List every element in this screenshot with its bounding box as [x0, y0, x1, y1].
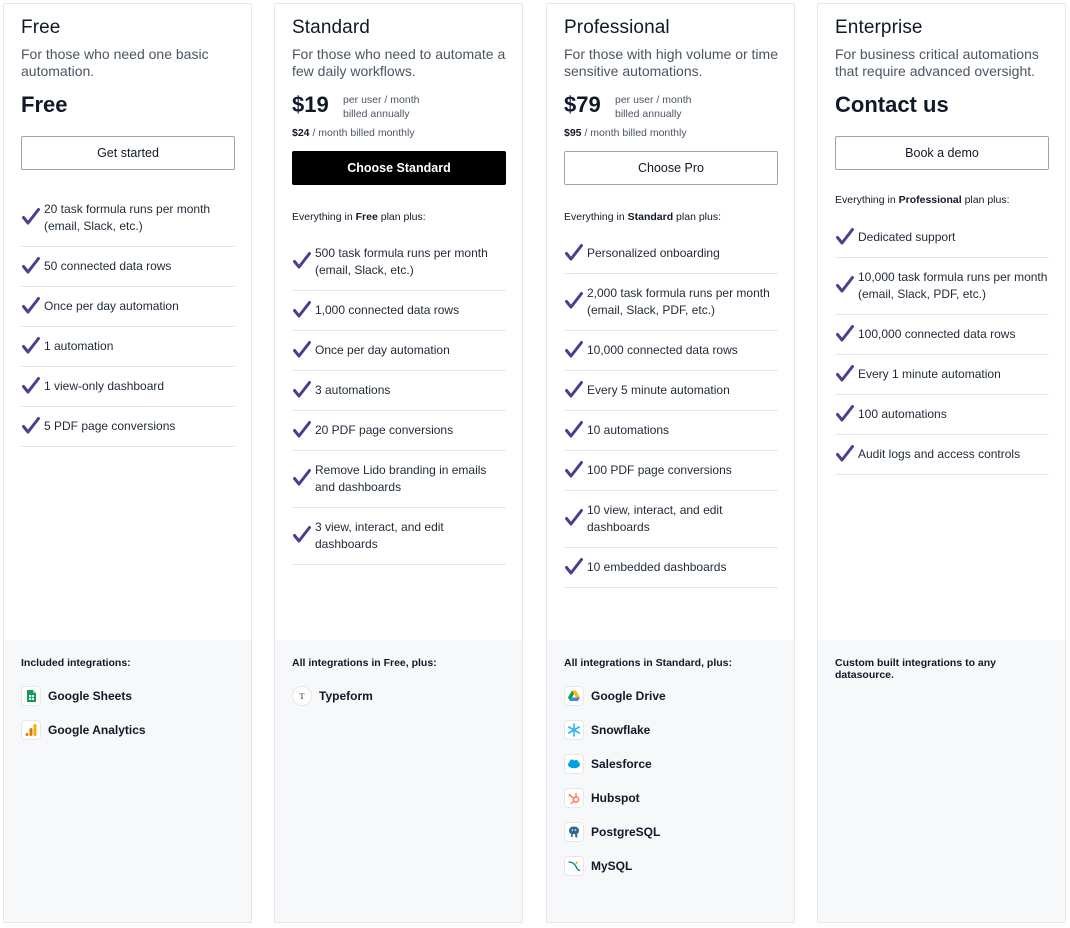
hubspot-icon: [564, 788, 584, 808]
feature-item: [835, 218, 1049, 258]
integrations-title: All integrations in Standard, plus:: [564, 657, 733, 669]
integration-label: Hubspot: [591, 791, 640, 805]
price-note-line: billed annually: [343, 108, 410, 120]
checkmark-icon: [835, 324, 857, 346]
feature-list: [835, 218, 1049, 475]
checkmark-icon: [21, 416, 43, 438]
feature-item: [21, 407, 235, 447]
price-note: [343, 93, 419, 121]
plan-card-enterprise: [817, 3, 1066, 923]
everything-plan: Free: [355, 211, 378, 223]
everything-in-label: [564, 211, 721, 223]
feature-label: Dedicated support: [858, 230, 956, 244]
integration-postgresql: [564, 815, 778, 849]
everything-suffix: plan plus:: [377, 211, 426, 223]
feature-item: [835, 258, 1049, 315]
feature-label: 2,000 task formula runs per month (email, Slack, PDF, etc.): [587, 286, 770, 317]
checkmark-icon: [292, 300, 314, 322]
plan-description: For those who need to automate a few daily workflows.: [292, 46, 506, 79]
feature-label: 3 automations: [315, 383, 391, 397]
feature-label: 5 PDF page conversions: [44, 419, 176, 433]
everything-plan: Standard: [627, 211, 674, 223]
feature-item: [564, 451, 778, 491]
plan-price: Free: [21, 92, 68, 117]
feature-item: [292, 451, 506, 508]
feature-label: 100 automations: [858, 407, 947, 421]
integrations-title: All integrations in Free, plus:: [292, 657, 437, 669]
choose-standard-button[interactable]: Choose Standard: [292, 151, 506, 185]
feature-item: [21, 287, 235, 327]
integration-label: Google Analytics: [48, 723, 146, 737]
price-note-line: per user / month: [343, 94, 420, 106]
checkmark-icon: [835, 275, 857, 297]
everything-in-label: [292, 211, 426, 223]
feature-item: [292, 331, 506, 371]
checkmark-icon: [564, 557, 586, 579]
feature-item: [292, 291, 506, 331]
checkmark-icon: [21, 296, 43, 318]
integration-label: PostgreSQL: [591, 825, 661, 839]
postgresql-icon: [564, 822, 584, 842]
feature-label: Personalized onboarding: [587, 246, 720, 260]
checkmark-icon: [21, 336, 43, 358]
everything-suffix: plan plus:: [961, 194, 1010, 206]
checkmark-icon: [292, 468, 314, 490]
mysql-icon: [564, 856, 584, 876]
feature-label: 20 task formula runs per month (email, Slack, etc.): [44, 202, 211, 233]
price-note: [615, 93, 691, 121]
feature-item: [835, 435, 1049, 475]
integration-label: Snowflake: [591, 723, 651, 737]
feature-item: [564, 411, 778, 451]
feature-label: 1 view-only dashboard: [44, 379, 165, 393]
plan-name: Enterprise: [835, 17, 923, 38]
plan-name: Professional: [564, 17, 670, 38]
feature-label: 10 view, interact, and edit dashboards: [587, 503, 723, 534]
feature-item: [564, 548, 778, 588]
feature-label: 20 PDF page conversions: [315, 423, 454, 437]
plan-description: For those who need one basic automation.: [21, 46, 209, 79]
integration-label: Google Sheets: [48, 689, 133, 703]
checkmark-icon: [21, 207, 43, 229]
feature-label: 1 automation: [44, 339, 114, 353]
integration-mysql: [564, 849, 778, 883]
feature-item: [292, 234, 506, 291]
feature-item: [564, 371, 778, 411]
everything-in-label: [835, 194, 1010, 206]
integrations-section: [275, 640, 522, 922]
integration-label: Salesforce: [591, 757, 652, 771]
plan-card-standard: [274, 3, 523, 923]
feature-item: [292, 508, 506, 565]
feature-item: [292, 411, 506, 451]
integrations-title: Included integrations:: [21, 657, 131, 669]
feature-label: Remove Lido branding in emails and dashboards: [315, 463, 487, 494]
checkmark-icon: [564, 243, 586, 265]
plan-card-top: [275, 4, 522, 640]
checkmark-icon: [292, 420, 314, 442]
checkmark-icon: [564, 380, 586, 402]
integrations-section: [818, 640, 1065, 922]
feature-label: 10 embedded dashboards: [587, 560, 727, 574]
plan-price: Contact us: [835, 92, 949, 117]
feature-label: 10,000 task formula runs per month (email, Slack, PDF, etc.): [858, 270, 1048, 301]
everything-suffix: plan plus:: [673, 211, 722, 223]
feature-item: [21, 247, 235, 287]
google-sheets-icon: [21, 686, 41, 706]
feature-label: 1,000 connected data rows: [315, 303, 460, 317]
feature-label: Audit logs and access controls: [858, 447, 1021, 461]
monthly-price: [292, 127, 415, 139]
feature-item: [835, 355, 1049, 395]
everything-prefix: Everything in: [835, 194, 899, 206]
checkmark-icon: [564, 460, 586, 482]
google-analytics-icon: [21, 720, 41, 740]
book-a-demo-button[interactable]: Book a demo: [835, 136, 1049, 170]
feature-list: [564, 234, 778, 588]
integration-google-sheets: [21, 679, 235, 713]
feature-list: [21, 190, 235, 447]
feature-label: 50 connected data rows: [44, 259, 172, 273]
plan-card-free: [3, 3, 252, 923]
monthly-price-suffix: / month billed monthly: [309, 127, 415, 139]
checkmark-icon: [292, 525, 314, 547]
feature-item: [835, 395, 1049, 435]
plan-card-top: [547, 4, 794, 640]
integration-label: Typeform: [319, 689, 373, 703]
integration-label: MySQL: [591, 859, 633, 873]
everything-prefix: Everything in: [564, 211, 628, 223]
integrations-section: [4, 640, 251, 922]
feature-label: Once per day automation: [44, 299, 179, 313]
monthly-price-value: $24: [292, 127, 310, 139]
monthly-price-suffix: / month billed monthly: [581, 127, 687, 139]
feature-item: [835, 315, 1049, 355]
integration-google-analytics: [21, 713, 235, 747]
salesforce-icon: [564, 754, 584, 774]
feature-list: [292, 234, 506, 565]
choose-pro-button[interactable]: Choose Pro: [564, 151, 778, 185]
plan-description: For those with high volume or time sensitive automations.: [564, 46, 778, 79]
integration-snowflake: [564, 713, 778, 747]
feature-item: [292, 371, 506, 411]
price-note-line: per user / month: [615, 94, 692, 106]
feature-label: 3 view, interact, and edit dashboards: [315, 520, 444, 551]
integration-google-drive: [564, 679, 778, 713]
feature-label: Every 5 minute automation: [587, 383, 730, 397]
checkmark-icon: [564, 420, 586, 442]
plan-name: Free: [21, 17, 61, 38]
feature-item: [21, 367, 235, 407]
svg-text:T: T: [299, 692, 305, 701]
checkmark-icon: [835, 227, 857, 249]
plan-price: $79: [564, 92, 601, 117]
feature-item: [21, 190, 235, 247]
feature-item: [564, 331, 778, 371]
get-started-button[interactable]: Get started: [21, 136, 235, 170]
integration-typeform: [292, 679, 506, 713]
feature-label: Once per day automation: [315, 343, 450, 357]
checkmark-icon: [21, 256, 43, 278]
monthly-price: [564, 127, 687, 139]
checkmark-icon: [564, 508, 586, 530]
price-note-line: billed annually: [615, 108, 682, 120]
integrations-title: Custom built integrations to any datasource.: [835, 657, 997, 681]
checkmark-icon: [292, 340, 314, 362]
integration-salesforce: [564, 747, 778, 781]
plan-price: $19: [292, 92, 329, 117]
feature-label: 10 automations: [587, 423, 670, 437]
feature-label: 10,000 connected data rows: [587, 343, 738, 357]
plan-card-professional: [546, 3, 795, 923]
checkmark-icon: [835, 404, 857, 426]
feature-item: [564, 274, 778, 331]
integration-hubspot: [564, 781, 778, 815]
feature-label: Every 1 minute automation: [858, 367, 1001, 381]
plan-name: Standard: [292, 17, 370, 38]
checkmark-icon: [564, 291, 586, 313]
google-drive-icon: [564, 686, 584, 706]
typeform-icon: [292, 686, 312, 706]
checkmark-icon: [21, 376, 43, 398]
checkmark-icon: [292, 251, 314, 273]
feature-label: 500 task formula runs per month (email, Slack, etc.): [315, 246, 488, 277]
feature-label: 100,000 connected data rows: [858, 327, 1016, 341]
plan-card-top: [4, 4, 251, 640]
checkmark-icon: [835, 364, 857, 386]
everything-plan: Professional: [898, 194, 962, 206]
feature-item: [564, 234, 778, 274]
monthly-price-value: $95: [564, 127, 582, 139]
everything-prefix: Everything in: [292, 211, 356, 223]
integrations-section: [547, 640, 794, 922]
feature-label: 100 PDF page conversions: [587, 463, 732, 477]
snowflake-icon: [564, 720, 584, 740]
feature-item: [564, 491, 778, 548]
checkmark-icon: [292, 380, 314, 402]
checkmark-icon: [564, 340, 586, 362]
integration-label: Google Drive: [591, 689, 666, 703]
feature-item: [21, 327, 235, 367]
plan-card-top: [818, 4, 1065, 640]
checkmark-icon: [835, 444, 857, 466]
plan-description: For business critical automations that require advanced oversight.: [835, 46, 1039, 79]
